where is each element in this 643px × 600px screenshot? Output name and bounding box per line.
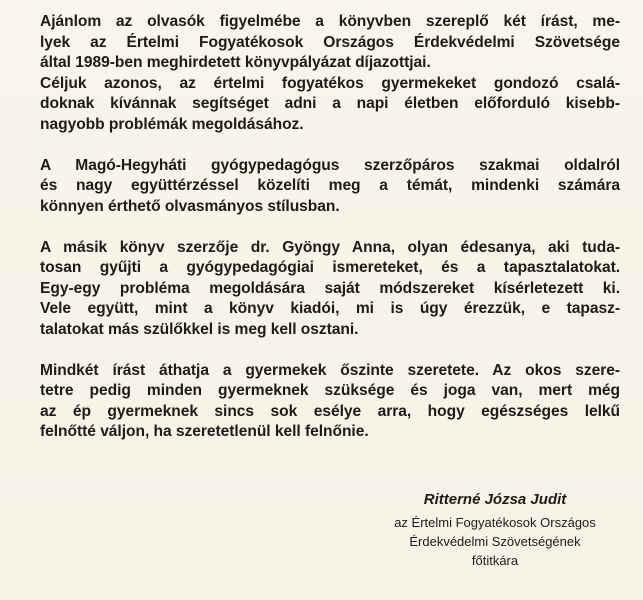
paragraph-second-book — [40, 238, 620, 341]
text-line: tosan gyűjti a gyógypedagógiai ismereteket, és a tapasztalatokat. — [40, 259, 620, 276]
paragraph-recommendation — [40, 12, 620, 135]
signatory-title-line: Érdekvédelmi Szövetségének — [409, 534, 581, 549]
text-line: A Magó-Hegyháti gyógypedagógus szerzőpáros szakmai oldalról — [40, 156, 620, 174]
signature-block — [380, 490, 610, 570]
text-line: könnyen érthető olvasmányos stílusban. — [40, 197, 340, 215]
signatory-name: Ritterné Józsa Judit — [423, 491, 567, 508]
text-line: és nagy együttérzéssel közelíti meg a témát, mindenki számára — [40, 177, 620, 194]
text-line: talatokat más szülőkkel is meg kell osztani. — [40, 320, 359, 338]
text-line: lyek az Értelmi Fogyatékosok Országos Érdekvédelmi Szövetsége — [40, 33, 620, 51]
text-line: Mindkét írást áthatja a gyermekek őszinte szeretete. Az okos szere- — [40, 361, 620, 379]
text-line: felnőtté váljon, ha szeretetlenül kell felnőnie. — [40, 423, 369, 440]
text-line: doknak kívánnak segítséget adni a napi életben előforduló kisebb- — [40, 95, 620, 112]
text-line: Céljuk azonos, az értelmi fogyatékos gyermekeket gondozó csalá- — [40, 74, 620, 92]
text-line: nagyobb problémák megoldásához. — [40, 115, 304, 133]
text-line: Vele együtt, mint a könyv kiadói, mi is úgy érezzük, e tapasz- — [40, 300, 620, 317]
foreword-text — [40, 12, 620, 463]
text-line: tetre pedig minden gyermeknek szüksége és joga van, mert még — [40, 382, 620, 399]
text-line: Ajánlom az olvasók figyelmébe a könyvben szereplő két írást, me- — [40, 13, 620, 30]
text-line: Egy-egy probléma megoldására saját módszereket kísérletezett ki. — [40, 279, 620, 297]
paragraph-authors-pair — [40, 156, 620, 218]
text-line: az ép gyermeknek sincs sok esélye arra, hogy egészséges lelkű — [40, 402, 620, 420]
text-line: A másik könyv szerzője dr. Gyöngy Anna, olyan édesanya, aki tuda- — [40, 238, 620, 256]
paragraph-love — [40, 361, 620, 443]
text-line: által 1989-ben meghirdetett könyvpályázat díjazottjai. — [40, 54, 431, 71]
signatory-title-line: az Értelmi Fogyatékosok Országos — [394, 515, 596, 530]
signatory-title-line: főtitkára — [471, 553, 519, 568]
